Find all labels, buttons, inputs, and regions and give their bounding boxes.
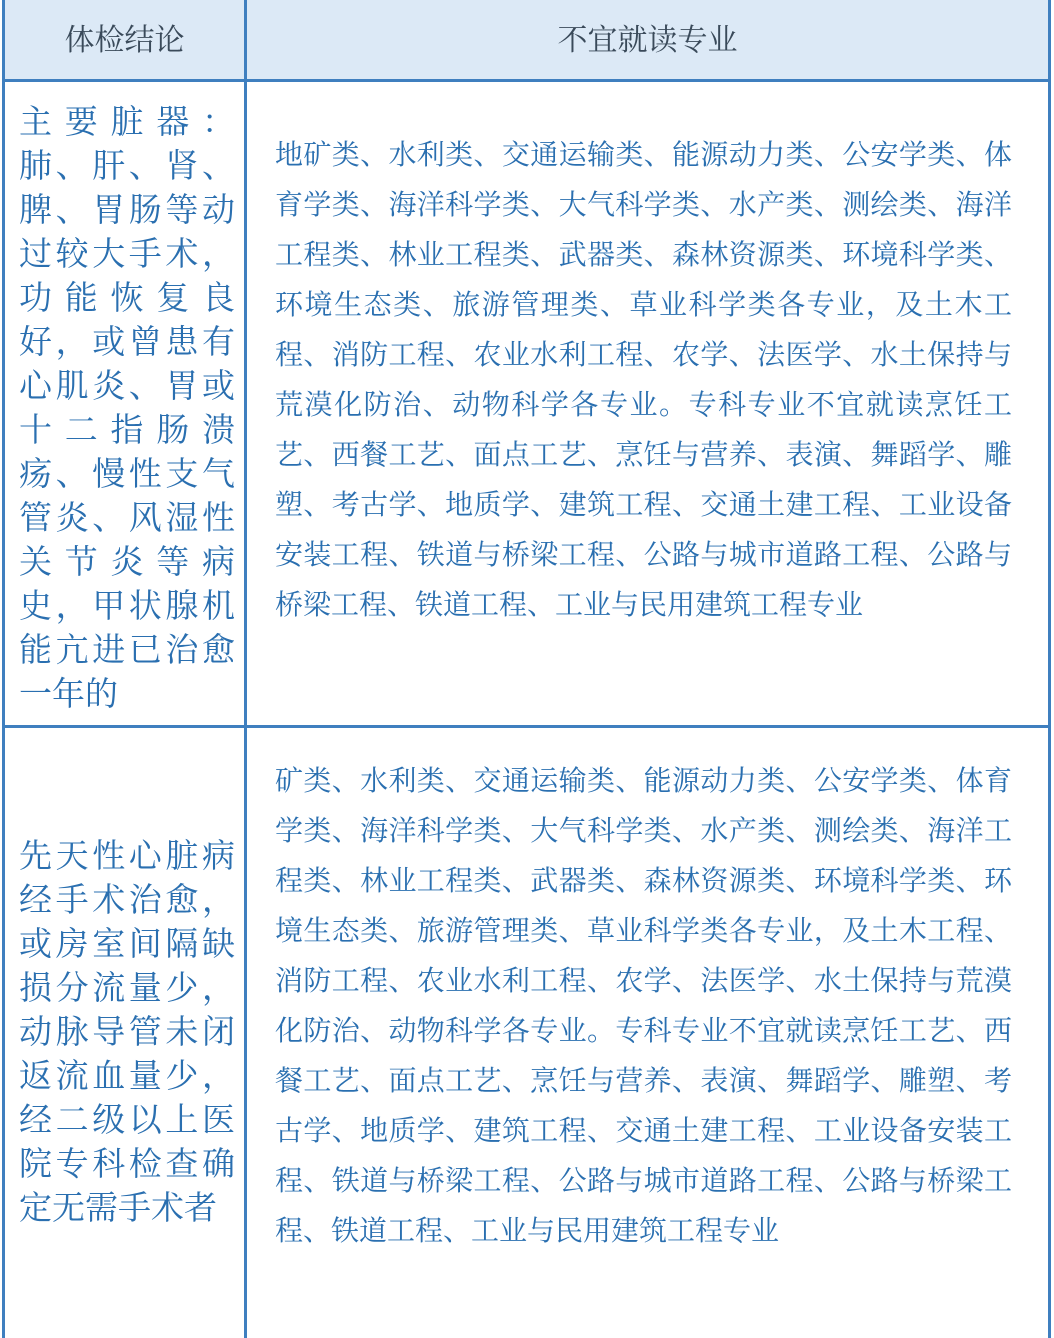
- majors-restriction-table: [2, 0, 1051, 1338]
- header-exam-conclusion: 体检结论: [64, 23, 185, 58]
- column-divider: [244, 728, 247, 1338]
- table-header-row: [5, 0, 1048, 82]
- condition-cell: 先天性心脏病经手术治愈，或房室间隔缺损分流量少，动脉导管未闭返流血量少，经二级以上医院专科检查确定无需手术者: [19, 836, 235, 1227]
- condition-cell: 主要脏器：肺、肝、肾、脾、胃肠等动过较大手术，功能恢复良好，或曾患有心肌炎、胃或十二指肠溃疡、慢性支气管炎、风湿性关节炎等病史，甲状腺机能亢进已治愈一年的: [19, 102, 235, 713]
- majors-cell: 地矿类、水利类、交通运输类、能源动力类、公安学类、体育学类、海洋科学类、大气科学类、水产类、测绘类、海洋工程类、林业工程类、武器类、森林资源类、环境科学类、环境生态类、旅游管理类、草业科学类各专业，及土木工程、消防工程、农业水利工程、农学、法医学、水土保持与荒漠化防治、动物科学各专业。专科专业不宜就读烹饪工艺、西餐工艺、面点工艺、烹饪与营养、表演、舞蹈学、雕塑、考古学、地质学、建筑工程、交通土建工程、工业设备安装工程、铁道与桥梁工程、公路与城市道路工程、公路与桥梁工程、铁道工程、工业与民用建筑工程专业: [275, 138, 1012, 621]
- majors-cell: 矿类、水利类、交通运输类、能源动力类、公安学类、体育学类、海洋科学类、大气科学类、水产类、测绘类、海洋工程类、林业工程类、武器类、森林资源类、环境科学类、环境生态类、旅游管理类、草业科学类各专业，及土木工程、消防工程、农业水利工程、农学、法医学、水土保持与荒漠化防治、动物科学各专业。专科专业不宜就读烹饪工艺、西餐工艺、面点工艺、烹饪与营养、表演、舞蹈学、雕塑、考古学、地质学、建筑工程、交通土建工程、工业设备安装工程、铁道与桥梁工程、公路与城市道路工程、公路与桥梁工程、铁道工程、工业与民用建筑工程专业: [275, 764, 1012, 1247]
- column-divider: [244, 82, 247, 725]
- table-row: [5, 728, 1048, 1338]
- table-row: [5, 82, 1048, 728]
- header-unsuitable-majors: 不宜就读专业: [557, 23, 738, 58]
